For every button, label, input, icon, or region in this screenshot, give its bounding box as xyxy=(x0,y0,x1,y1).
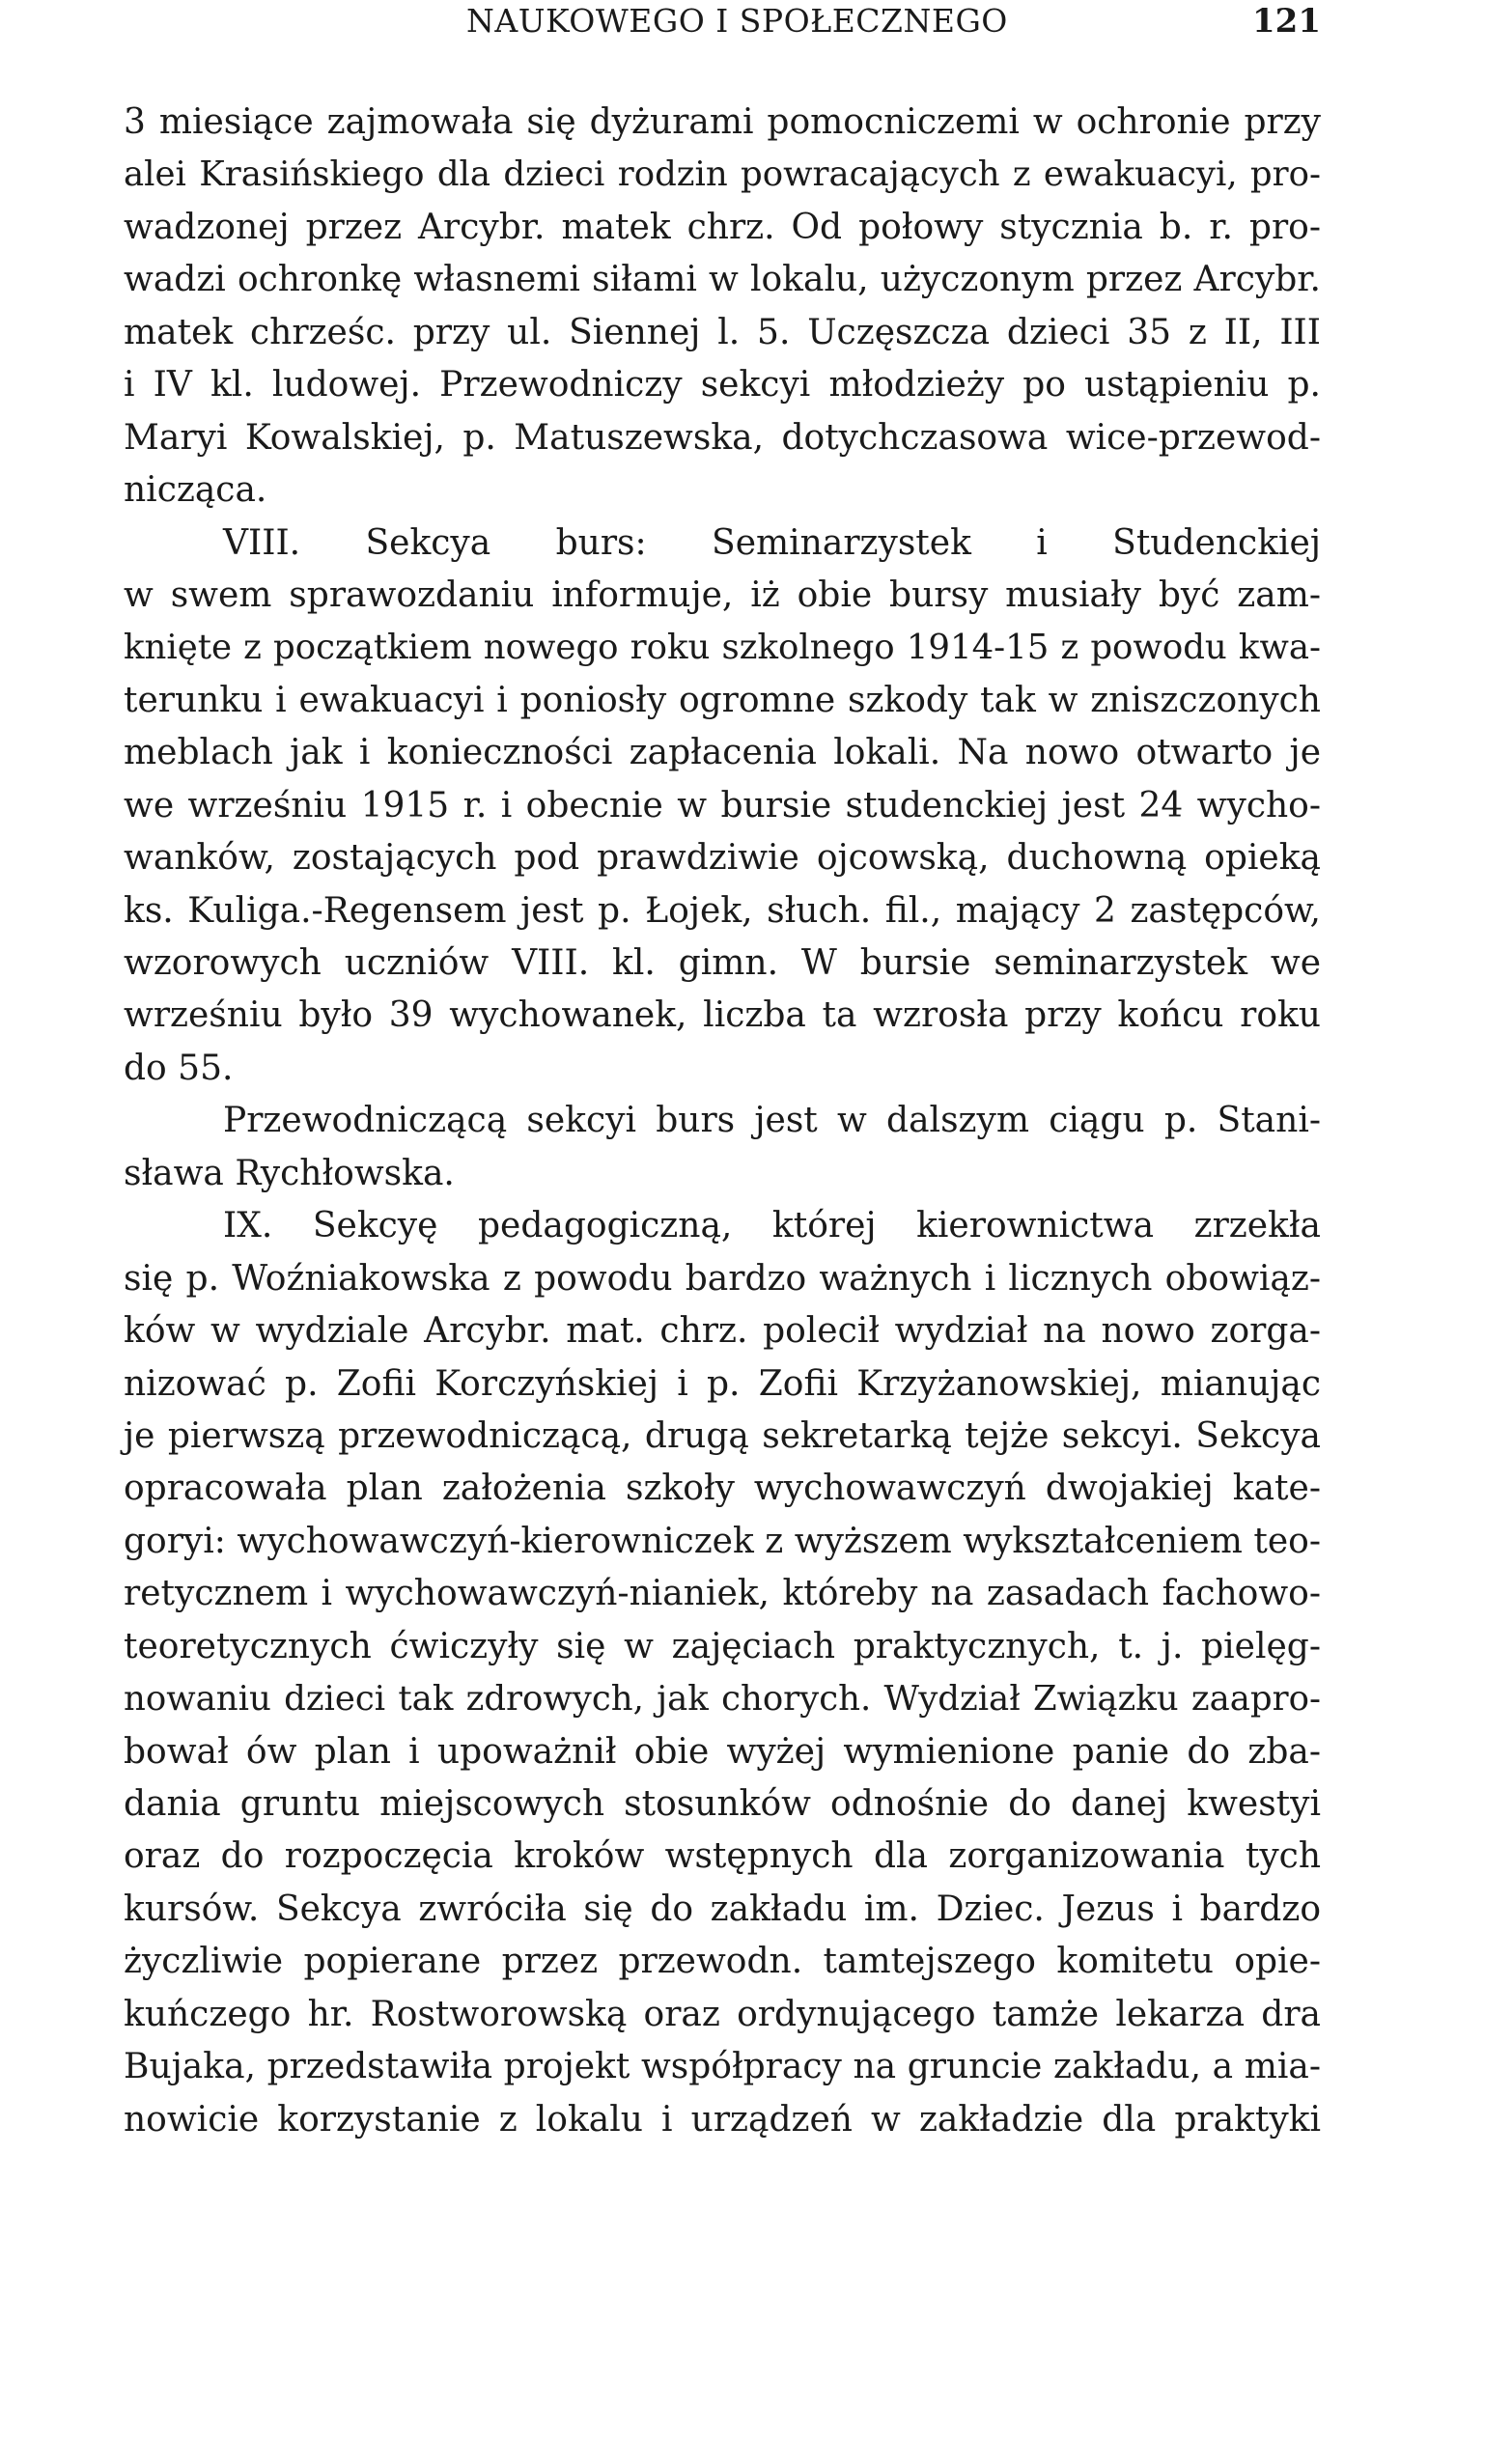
text-line: opracowała plan założenia szkoły wychowawczyń dwojakiej kate- xyxy=(124,1469,1321,1509)
text-line: matek chrześc. przy ul. Siennej l. 5. Uczęszcza dzieci 35 z II, III xyxy=(124,312,1321,352)
text-line: się p. Woźniakowska z powodu bardzo ważnych i licznych obowiąz- xyxy=(124,1258,1321,1299)
text-line: Maryi Kowalskiej, p. Matuszewska, dotychczasowa wice-przewod- xyxy=(124,417,1321,458)
text-line: 3 miesiące zajmowała się dyżurami pomocniczemi w ochronie przy xyxy=(124,102,1321,142)
text-line: Przewodniczącą sekcyi burs jest w dalszym ciągu p. Stani- xyxy=(223,1101,1321,1141)
text-line: dania gruntu miejscowych stosunków odnośnie do danej kwestyi xyxy=(124,1784,1321,1824)
text-line: Bujaka, przedstawiła projekt współpracy na gruncie zakładu, a mia- xyxy=(124,2047,1321,2087)
text-line: wrześniu było 39 wychowanek, liczba ta wzrosła przy końcu roku xyxy=(124,995,1321,1036)
text-line: nowaniu dzieci tak zdrowych, jak chorych. Wydział Związku zaapro- xyxy=(124,1679,1321,1720)
text-line: retycznem i wychowawczyń-nianiek, któreby na zasadach fachowo- xyxy=(124,1574,1321,1614)
text-line: wanków, zostających pod prawdziwie ojcowską, duchowną opieką xyxy=(124,838,1321,879)
page-number: 121 xyxy=(1252,2,1321,41)
page-header xyxy=(124,0,1321,42)
text-line: w swem sprawozdaniu informuje, iż obie bursy musiały być zam- xyxy=(124,574,1321,615)
text-line: ks. Kuliga.-Regensem jest p. Łojek, słuch. fil., mający 2 zastępców, xyxy=(124,890,1321,931)
text-line: nizować p. Zofii Korczyńskiej i p. Zofii Krzyżanowskiej, mianując xyxy=(124,1363,1321,1404)
text-line: terunku i ewakuacyi i poniosły ogromne szkody tak w zniszczonych xyxy=(124,680,1321,720)
text-line: knięte z początkiem nowego roku szkolnego 1914-15 z powodu kwa- xyxy=(124,628,1321,668)
text-line: wadzi ochronkę własnemi siłami w lokalu, użyczonym przez Arcybr. xyxy=(124,260,1321,300)
text-line: wzorowych uczniów VIII. kl. gimn. W bursie seminarzystek we xyxy=(124,943,1321,983)
text-line: do 55. xyxy=(124,1048,234,1088)
text-line: kursów. Sekcya zwróciła się do zakładu im. Dziec. Jezus i bardzo xyxy=(124,1888,1321,1929)
text-line: alei Krasińskiego dla dzieci rodzin powracających z ewakuacyi, pro- xyxy=(124,154,1321,195)
text-line: nowicie korzystanie z lokalu i urządzeń w zakładzie dla praktyki xyxy=(124,2099,1321,2140)
running-head: NAUKOWEGO I SPOŁECZNEGO xyxy=(466,2,1008,40)
body-text xyxy=(124,97,1321,2146)
text-line: nicząca. xyxy=(124,470,267,511)
text-line: ków w wydziale Arcybr. mat. chrz. polecił wydział na nowo zorga- xyxy=(124,1311,1321,1352)
text-line: we wrześniu 1915 r. i obecnie w bursie studenckiej jest 24 wycho- xyxy=(124,785,1321,825)
text-line: teoretycznych ćwiczyły się w zajęciach praktycznych, t. j. pielęg- xyxy=(124,1626,1321,1666)
text-line: je pierwszą przewodniczącą, drugą sekretarką tejże sekcyi. Sekcya xyxy=(124,1415,1321,1456)
text-line: wadzonej przez Arcybr. matek chrz. Od połowy stycznia b. r. pro- xyxy=(124,207,1321,247)
text-line: oraz do rozpoczęcia kroków wstępnych dla zorganizowania tych xyxy=(124,1836,1321,1877)
text-line: życzliwie popierane przez przewodn. tamtejszego komitetu opie- xyxy=(124,1942,1321,1982)
text-line: bował ów plan i upoważnił obie wyżej wymienione panie do zba- xyxy=(124,1731,1321,1772)
text-line: goryi: wychowawczyń-kierowniczek z wyższem wykształceniem teo- xyxy=(124,1521,1321,1561)
text-line: sława Rychłowska. xyxy=(124,1153,455,1193)
text-line: i IV kl. ludowej. Przewodniczy sekcyi młodzieży po ustąpieniu p. xyxy=(124,365,1321,406)
text-line: IX. Sekcyę pedagogiczną, której kierownictwa zrzekła xyxy=(223,1206,1321,1246)
text-line: meblach jak i konieczności zapłacenia lokali. Na nowo otwarto je xyxy=(124,733,1321,773)
text-line: kuńczego hr. Rostworowską oraz ordynującego tamże lekarza dra xyxy=(124,1994,1321,2034)
text-line: VIII. Sekcya burs: Seminarzystek i Studenckiej xyxy=(223,522,1321,563)
